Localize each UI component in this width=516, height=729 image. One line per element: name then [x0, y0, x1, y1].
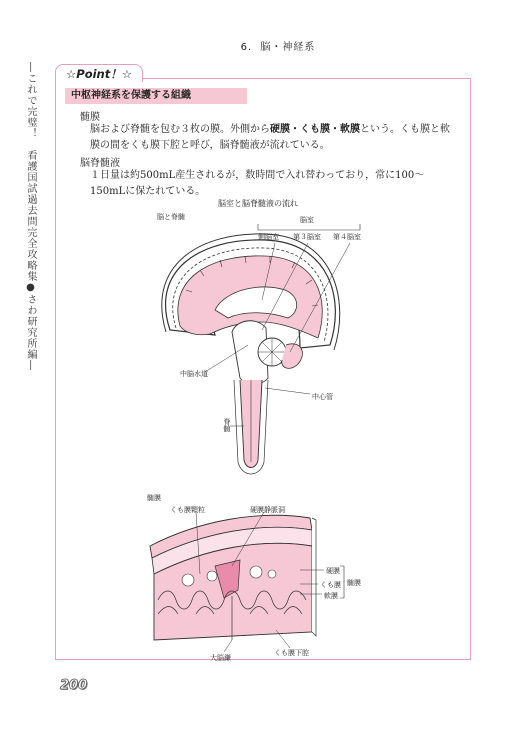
term-csf: 脳脊髄液 — [80, 158, 120, 169]
chapter-number: 6. — [240, 42, 253, 53]
label-cerebral-aqueduct: 中脳水道 — [180, 370, 208, 378]
csf-description: １日量は約500mL産生されるが，数時間で入れ替わっており，常に100～150mLに保たれている。 — [90, 170, 425, 197]
label-arachnoid-mater: くも膜 — [320, 581, 341, 589]
figure1-title: 脳室と脳脊髄液の流れ — [218, 199, 298, 208]
label-lateral-ventricle: 側脳室 — [258, 233, 279, 241]
meninges-description: 脳および脊髄を包む３枚の膜。外側から硬膜・くも膜・軟膜という。くも膜と軟膜の間をくも膜下腔と呼び，脳脊髄液が流れている。 — [90, 124, 450, 151]
point-label: ☆Point！☆ — [55, 64, 143, 82]
section-heading: 中枢神経系を保護する組織 — [65, 88, 247, 104]
label-meninges-group: 髄膜 — [347, 579, 361, 587]
label-central-canal: 中心管 — [312, 393, 333, 401]
page-number: 200 — [60, 678, 88, 693]
label-dura-mater: 硬膜 — [326, 567, 340, 575]
label-pia-mater: 軟膜 — [324, 592, 338, 600]
label-brain-and-spinal-cord: 脳と脊髄 — [157, 213, 185, 221]
label-third-ventricle: 第３脳室 — [293, 233, 321, 241]
label-arachnoid-granulation: くも膜顆粒 — [170, 506, 205, 514]
label-dural-venous-sinus: 硬膜静脈洞 — [250, 506, 285, 514]
term-meninges: 髄膜 — [80, 112, 100, 123]
label-subarachnoid-space: くも膜下腔 — [274, 649, 309, 657]
label-ventricles: 脳室 — [300, 216, 314, 224]
chapter-title: 脳・神経系 — [260, 42, 316, 53]
label-spinal-cord: 脊髄 — [223, 418, 231, 432]
label-falx-cerebri: 大脳鎌 — [210, 654, 231, 662]
side-caption: ―これで完璧！ 看護国試過去問完全攻略集●さわ研究所編― — [25, 62, 36, 371]
label-fourth-ventricle: 第４脳室 — [333, 233, 361, 241]
label-meninges: 髄膜 — [147, 494, 161, 502]
